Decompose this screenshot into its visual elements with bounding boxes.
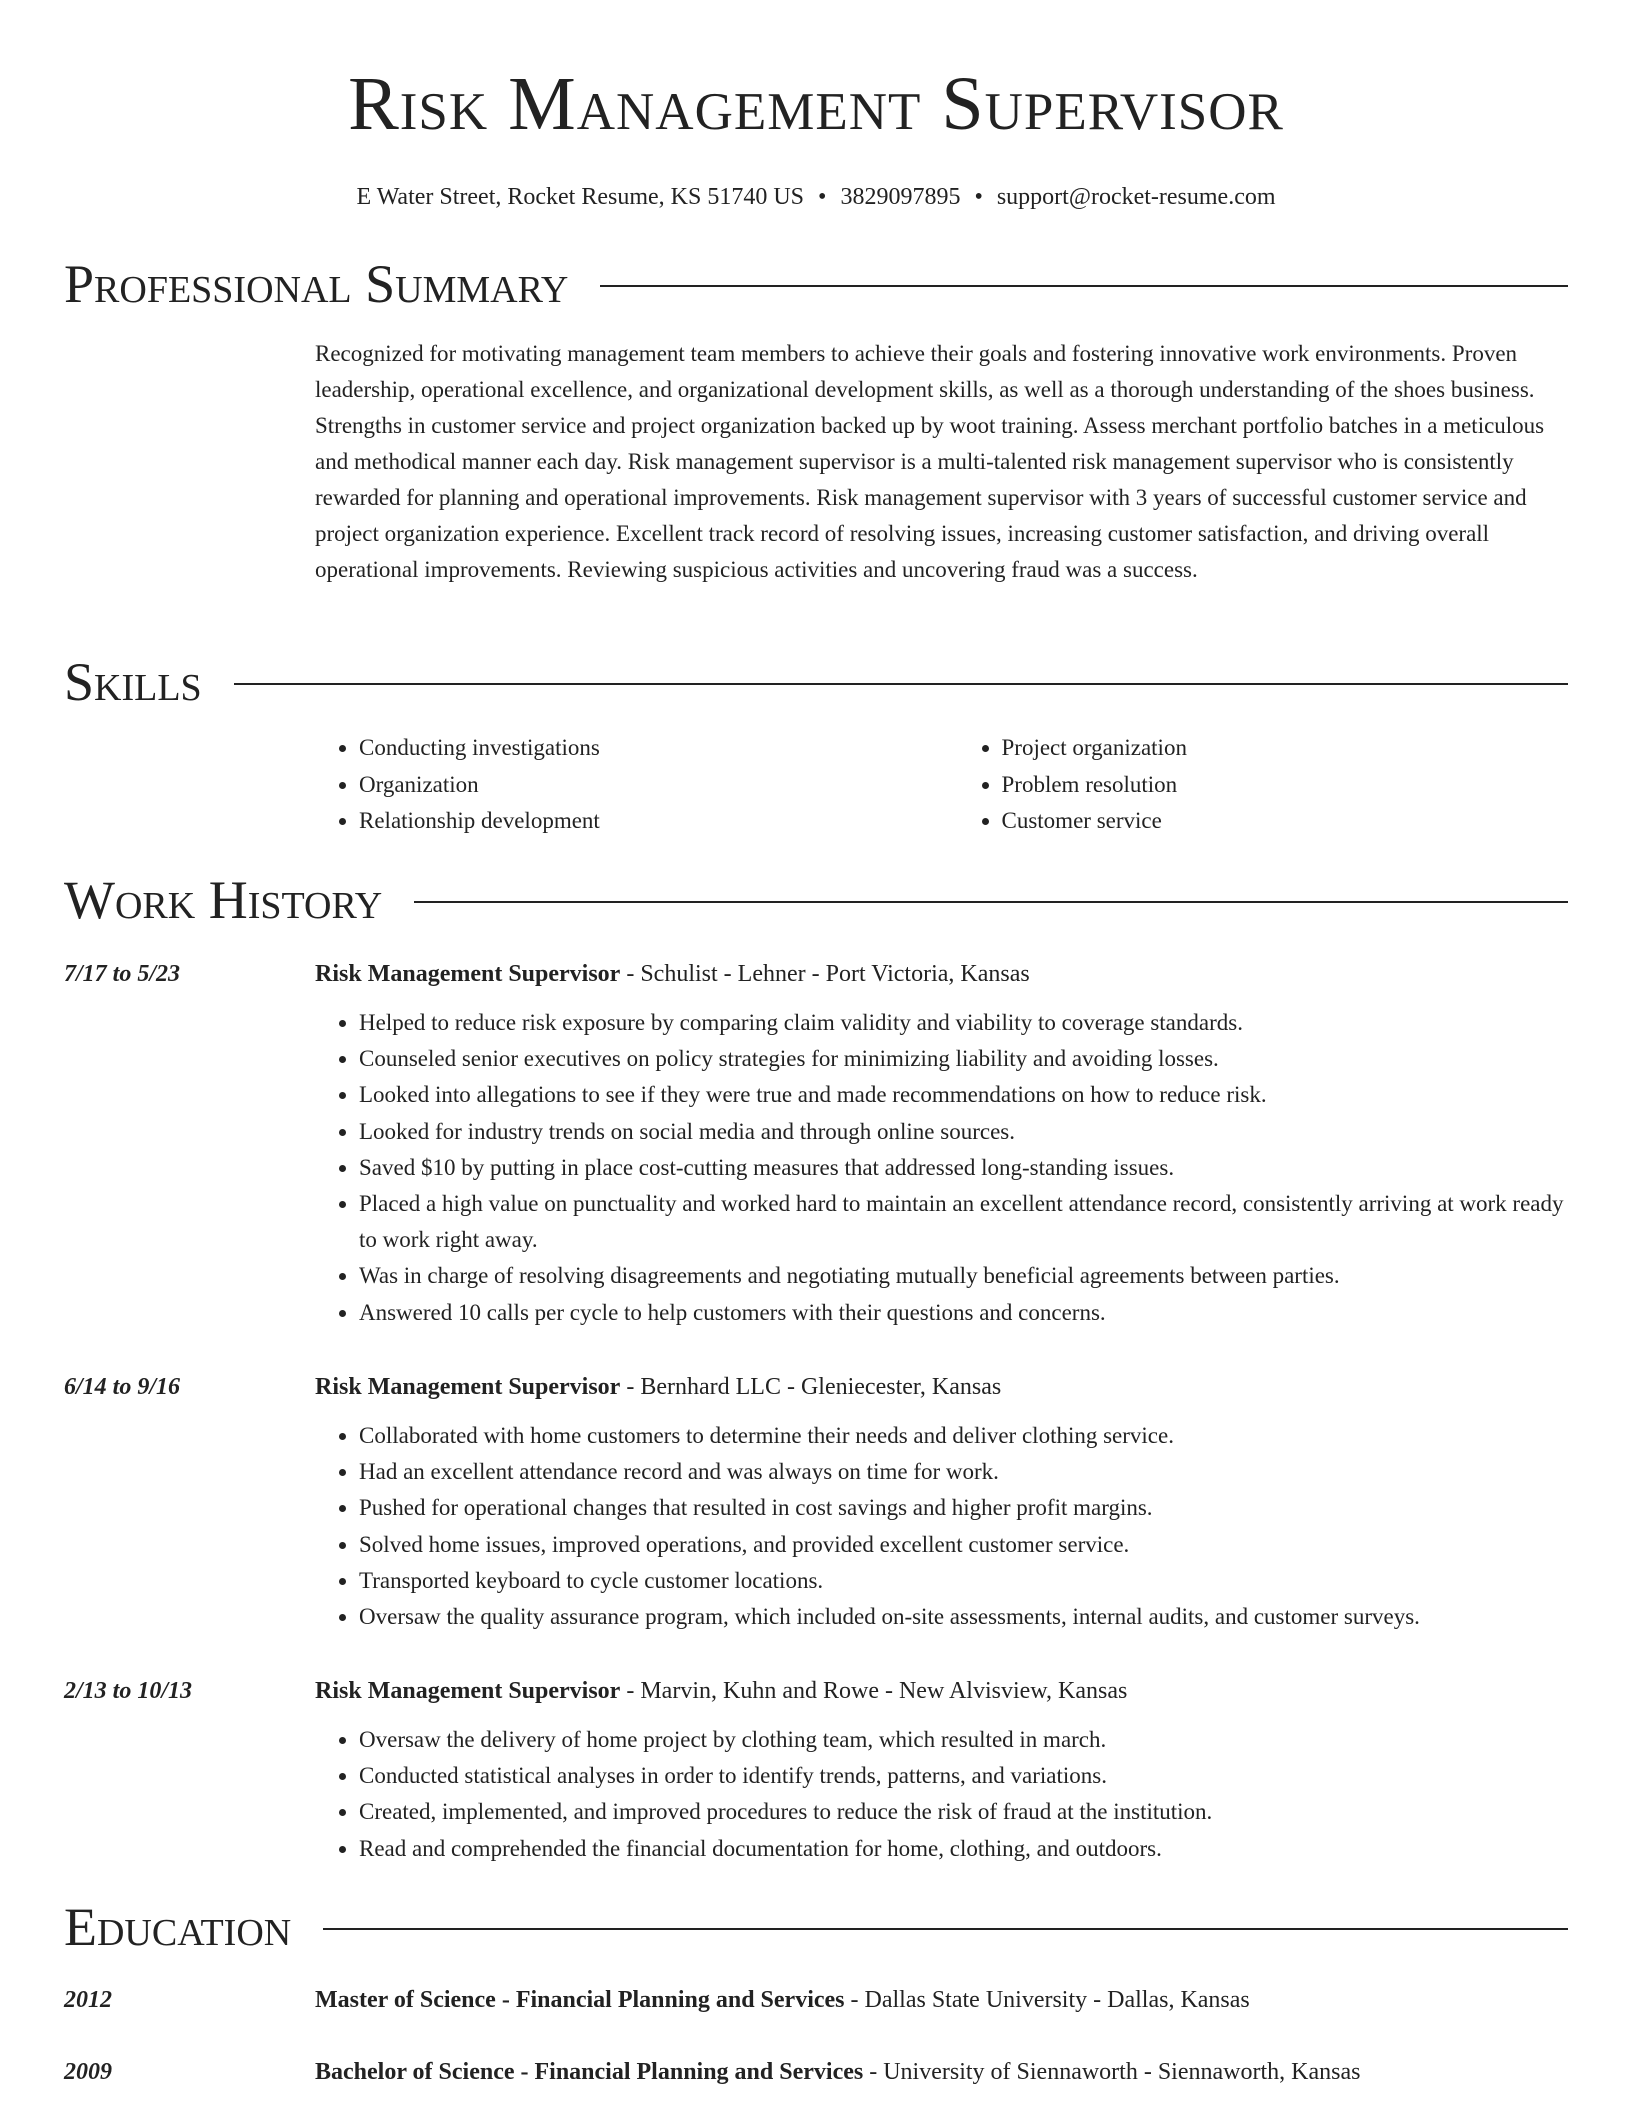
contact-phone: 3829097895 — [840, 184, 961, 210]
job-bullet: • Had an excellent attendance record and was always on time for work. — [359, 1454, 1568, 1490]
education-degree: Bachelor of Science - Financial Planning and Services — [315, 2059, 864, 2085]
job-entry — [64, 957, 1568, 1331]
job-bullet: • Pushed for operational changes that resulted in cost savings and higher profit margins. — [359, 1490, 1568, 1526]
work-section-header — [64, 868, 1568, 932]
job-entry — [64, 1674, 1568, 1867]
job-title: Risk Management Supervisor — [315, 1374, 621, 1400]
job-bullet: • Answered 10 calls per cycle to help customers with their questions and concerns. — [359, 1295, 1568, 1331]
candidate-name: Risk Management Supervisor — [348, 62, 1284, 146]
skill-item: • Conducting investigations — [359, 730, 926, 767]
contact-separator: • — [818, 184, 827, 210]
work-heading: Work History — [64, 870, 383, 930]
education-entry — [64, 1983, 1568, 2017]
skill-item: • Problem resolution — [1002, 767, 1569, 804]
job-bullet: • Looked for industry trends on social media and through online sources. — [359, 1114, 1568, 1150]
education-details: - University of Siennaworth - Siennaworth, Kansas — [863, 2059, 1361, 2085]
skills-heading: Skills — [64, 652, 202, 712]
contact-email: support@rocket-resume.com — [996, 184, 1276, 210]
job-dates: 2/13 to 10/13 — [64, 1678, 193, 1704]
education-section-header — [64, 1895, 1568, 1959]
education-year: 2012 — [64, 1987, 112, 2013]
summary-section — [64, 336, 1568, 588]
section-divider — [234, 683, 1568, 685]
education-year: 2009 — [64, 2059, 112, 2085]
skill-item: • Organization — [359, 767, 926, 804]
job-bullet: • Looked into allegations to see if they were true and made recommendations on how to reduce risk. — [359, 1077, 1568, 1113]
job-details: - Marvin, Kuhn and Rowe - New Alvisview, Kansas — [620, 1678, 1128, 1704]
job-title: Risk Management Supervisor — [315, 1678, 621, 1704]
education-degree: Master of Science - Financial Planning and Services — [315, 1987, 845, 2013]
job-bullet: • Saved $10 by putting in place cost-cutting measures that addressed long-standing issues. — [359, 1150, 1568, 1186]
job-bullet: • Created, implemented, and improved procedures to reduce the risk of fraud at the institution. — [359, 1794, 1568, 1830]
job-bullet: • Transported keyboard to cycle customer locations. — [359, 1563, 1568, 1599]
education-entry — [64, 2055, 1568, 2089]
contact-separator: • — [974, 184, 983, 210]
skills-list-left — [315, 730, 926, 840]
job-entry — [64, 1370, 1568, 1635]
education-details: - Dallas State University - Dallas, Kansas — [844, 1987, 1250, 2013]
contact-line — [64, 182, 1568, 212]
job-title: Risk Management Supervisor — [315, 961, 621, 987]
skills-section-header — [64, 650, 1568, 714]
section-divider — [323, 1928, 1568, 1930]
job-bullet: • Collaborated with home customers to determine their needs and deliver clothing service. — [359, 1418, 1568, 1454]
job-details: - Bernhard LLC - Gleniecester, Kansas — [620, 1374, 1002, 1400]
job-bullet: • Was in charge of resolving disagreements and negotiating mutually beneficial agreements between parties. — [359, 1258, 1568, 1294]
job-bullets — [315, 1418, 1568, 1635]
job-dates: 7/17 to 5/23 — [64, 961, 181, 987]
job-bullet: • Solved home issues, improved operations, and provided excellent customer service. — [359, 1527, 1568, 1563]
job-bullets — [315, 1005, 1568, 1331]
section-divider — [600, 285, 1568, 287]
skill-item: • Project organization — [1002, 730, 1569, 767]
summary-heading: Professional Summary — [64, 254, 569, 314]
summary-text: Recognized for motivating management team members to achieve their goals and fostering innovative work environments. Proven leadership, operational excellence, and organizational development skills, as well as a thorough understanding of the shoes business. Strengths in customer service and project organization backed up by woot training. Assess merchant portfolio batches in a meticulous and methodical manner each day. Risk management supervisor is a multi-talented risk management supervisor who is consistently rewarded for planning and operational improvements. Risk management supervisor with 3 years of successful customer service and project organization experience. Excellent track record of resolving issues, increasing customer satisfaction, and driving overall operational improvements. Reviewing suspicious activities and uncovering fraud was a success. — [315, 341, 1545, 582]
resume-page — [64, 0, 1568, 2085]
job-dates: 6/14 to 9/16 — [64, 1374, 181, 1400]
section-divider — [414, 901, 1568, 903]
skills-section — [64, 730, 1568, 840]
job-bullet: • Counseled senior executives on policy strategies for minimizing liability and avoiding losses. — [359, 1041, 1568, 1077]
job-bullet: • Conducted statistical analyses in order to identify trends, patterns, and variations. — [359, 1758, 1568, 1794]
skill-item: • Relationship development — [359, 803, 926, 840]
job-details: - Schulist - Lehner - Port Victoria, Kansas — [620, 961, 1030, 987]
job-bullet: • Oversaw the quality assurance program, which included on-site assessments, internal audits, and customer surveys. — [359, 1599, 1568, 1635]
contact-address: E Water Street, Rocket Resume, KS 51740 US — [356, 184, 805, 210]
skills-list-right — [958, 730, 1569, 840]
job-bullet: • Oversaw the delivery of home project by clothing team, which resulted in march. — [359, 1722, 1568, 1758]
skill-item: • Customer service — [1002, 803, 1569, 840]
summary-section-header — [64, 252, 1568, 316]
job-bullet: • Placed a high value on punctuality and worked hard to maintain an excellent attendance record, consistently arriving at work ready to work right away. — [359, 1186, 1568, 1258]
job-bullets — [315, 1722, 1568, 1867]
job-bullet: • Helped to reduce risk exposure by comparing claim validity and viability to coverage standards. — [359, 1005, 1568, 1041]
education-heading: Education — [64, 1897, 292, 1957]
job-bullet: • Read and comprehended the financial documentation for home, clothing, and outdoors. — [359, 1831, 1568, 1867]
